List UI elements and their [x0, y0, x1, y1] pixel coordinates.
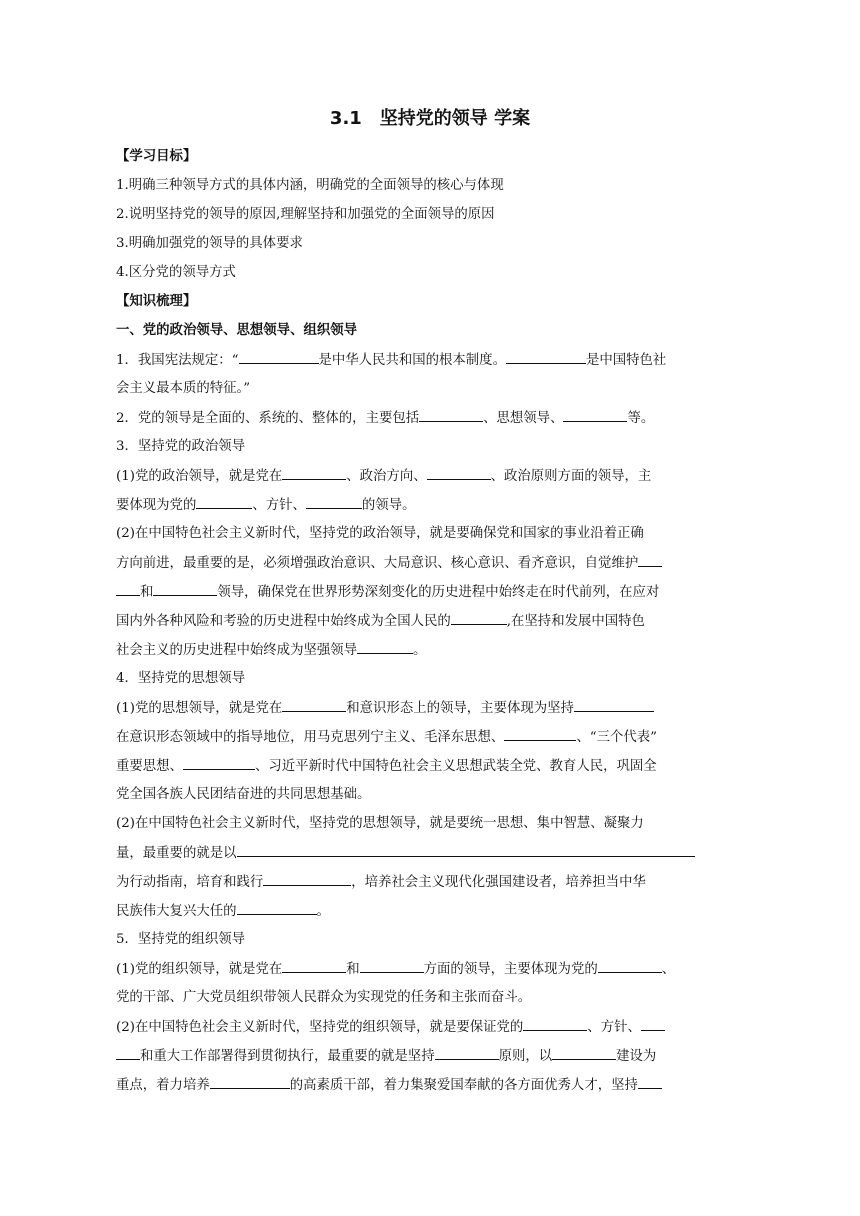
text-line: (2)在中国特色社会主义新时代，坚持党的组织领导，就是要保证党的 、方针、 — [116, 1018, 736, 1037]
fill-blank[interactable] — [504, 728, 576, 741]
fill-blank[interactable] — [435, 1047, 499, 1060]
text-line: 民族伟大复兴大任的 。 — [116, 904, 330, 919]
fill-blank[interactable] — [598, 960, 662, 973]
fill-blank[interactable] — [210, 1076, 290, 1089]
fill-blank[interactable] — [357, 641, 413, 654]
fill-blank[interactable] — [282, 699, 346, 712]
fill-blank[interactable] — [563, 409, 627, 422]
subsection-heading: 4．坚持党的思想领导 — [116, 671, 246, 686]
fill-blank[interactable] — [282, 960, 346, 973]
text-line: 和 领导，确保党在世界形势深刻变化的历史进程中始终走在时代前列，在应对 — [116, 583, 736, 602]
fill-blank[interactable] — [237, 902, 317, 915]
subsection-heading: 5．坚持党的组织领导 — [116, 932, 246, 947]
text-line: 方向前进，最重要的是，必须增强政治意识、大局意识、核心意识、看齐意识，自觉维护 — [116, 554, 736, 573]
goals-header: 【学习目标】 — [116, 149, 197, 164]
fill-blank[interactable] — [263, 873, 351, 886]
fill-blank[interactable] — [427, 467, 491, 480]
page-title: 3.1 坚持党的领导 学案 — [329, 108, 531, 129]
fill-blank[interactable] — [153, 583, 217, 596]
text-line: 在意识形态领域中的指导地位，用马克思列宁主义、毛泽东思想、 、“三个代表” — [116, 730, 657, 745]
text-line: 为行动指南，培育和践行 ，培养社会主义现代化强国建设者，培养担当中华 — [116, 875, 646, 890]
text-line: 会主义最本质的特征。” — [116, 381, 251, 396]
fill-blank[interactable] — [638, 1076, 662, 1089]
fill-blank[interactable] — [239, 351, 319, 364]
fill-blank[interactable] — [237, 844, 695, 857]
fill-blank[interactable] — [196, 496, 252, 509]
text-line: 和重大工作部署得到贯彻执行，最重要的就是坚持 原则，以 建设为 — [116, 1047, 736, 1066]
fill-blank[interactable] — [451, 612, 507, 625]
text-line: 党的干部、广大党员组织带领人民群众为实现党的任务和主张而奋斗。 — [116, 990, 532, 1005]
goal-item: 1.明确三种领导方式的具体内涵，明确党的全面领导的核心与体现 — [116, 178, 504, 193]
knowledge-header: 【知识梳理】 — [116, 294, 197, 309]
text-line: 国内外各种风险和考验的历史进程中始终成为全国人民的 ,在坚持和发展中国特色 — [116, 614, 645, 629]
text-line: 社会主义的历史进程中始终成为坚强领导 。 — [116, 643, 427, 658]
text-line: 重要思想、 、习近平新时代中国特色社会主义思想武装全党、教育人民，巩固全 — [116, 759, 657, 774]
fill-blank[interactable] — [306, 496, 362, 509]
text-line: (2)在中国特色社会主义新时代，坚持党的思想领导，就是要统一思想、集中智慧、凝聚力 — [116, 816, 644, 831]
goal-item: 2.说明坚持党的领导的原因,理解坚持和加强党的全面领导的原因 — [116, 207, 495, 222]
text-line: (1)党的组织领导，就是党在 和 方面的领导，主要体现为党的 、 — [116, 962, 676, 977]
fill-blank[interactable] — [552, 1047, 616, 1060]
fill-blank[interactable] — [638, 554, 662, 567]
fill-blank[interactable] — [116, 1047, 140, 1060]
text-line: 1．我国宪法规定：“ 是中华人民共和国的根本制度。 是中国特色社 — [116, 353, 667, 368]
section-heading: 一、党的政治领导、思想领导、组织领导 — [116, 323, 358, 338]
fill-blank[interactable] — [183, 757, 255, 770]
goal-item: 4.区分党的领导方式 — [116, 265, 236, 280]
text-line: 量，最重要的就是以 — [116, 844, 736, 863]
subsection-heading: 3．坚持党的政治领导 — [116, 439, 246, 454]
fill-blank[interactable] — [282, 467, 346, 480]
text-line: (1)党的思想领导，就是党在 和意识形态上的领导，主要体现为坚持 — [116, 699, 736, 718]
fill-blank[interactable] — [641, 1018, 665, 1031]
fill-blank[interactable] — [523, 1018, 587, 1031]
goal-item: 3.明确加强党的领导的具体要求 — [116, 236, 303, 251]
text-line: 要体现为党的 、方针、 的领导。 — [116, 498, 416, 513]
text-line: 重点，着力培养 的高素质干部，着力集聚爱国奉献的各方面优秀人才，坚持 — [116, 1076, 736, 1095]
fill-blank[interactable] — [360, 960, 424, 973]
fill-blank[interactable] — [574, 699, 654, 712]
text-line: 党全国各族人民团结奋进的共同思想基础。 — [116, 787, 371, 802]
text-line: (1)党的政治领导，就是党在 、政治方向、 、政治原则方面的领导，主 — [116, 469, 652, 484]
text-line: (2)在中国特色社会主义新时代，坚持党的政治领导，就是要确保党和国家的事业沿着正确 — [116, 526, 644, 541]
fill-blank[interactable] — [419, 409, 483, 422]
fill-blank[interactable] — [116, 583, 140, 596]
text-line: 2．党的领导是全面的、系统的、整体的，主要包括 、思想领导、 等。 — [116, 411, 655, 426]
fill-blank[interactable] — [506, 351, 586, 364]
